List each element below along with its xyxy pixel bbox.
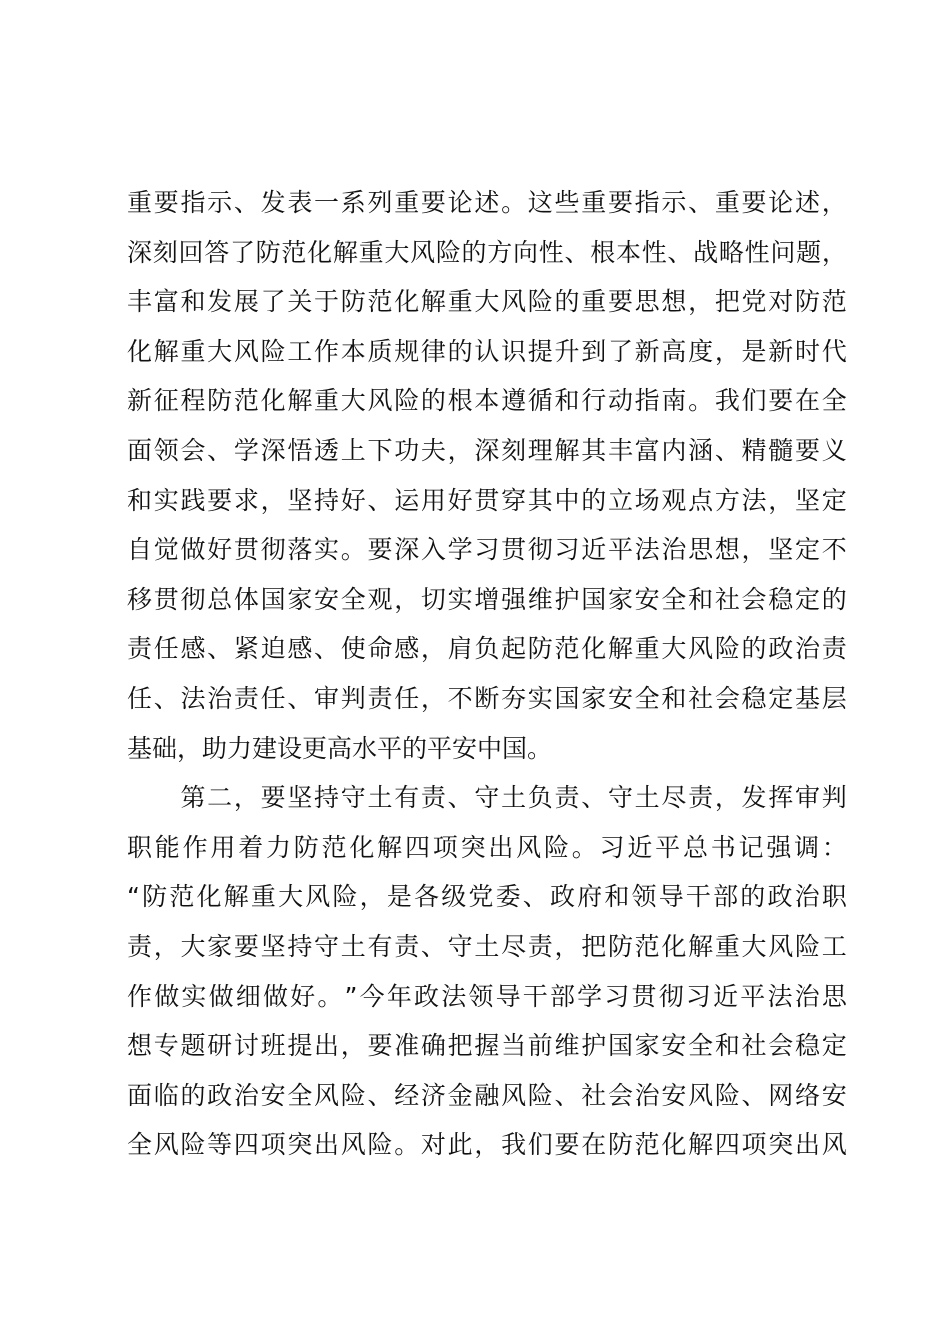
text-line: 基础，助力建设更高水平的平安中国。 [127, 733, 553, 763]
text-line: “ 防 范 化 解 重 大 风 险 ， 是 各 级 党 委 、 政 府 和 领 导 干 部 的 政 治 职 [127, 882, 847, 912]
text-line: 第 二 ， 要 坚 持 守 土 有 责 、 守 土 负 责 、 守 土 尽 责 ， 发 挥 审 判 [180, 783, 847, 813]
text-line: 新 征 程 防 范 化 解 重 大 风 险 的 根 本 遵 循 和 行 动 指 南 。 我 们 要 在 全 [127, 386, 847, 416]
text-line: 和 实 践 要 求 ， 坚 持 好 、 运 用 好 贯 穿 其 中 的 立 场 观 点 方 法 ， 坚 定 [127, 485, 847, 515]
text-line: 责 任 感 、 紧 迫 感 、 使 命 感 ， 肩 负 起 防 范 化 解 重 大 风 险 的 政 治 责 [127, 634, 847, 664]
text-line: 面 领 会 、 学 深 悟 透 上 下 功 夫 ， 深 刻 理 解 其 丰 富 内 涵 、 精 髓 要 义 [127, 435, 847, 465]
text-line: 责 ， 大 家 要 坚 持 守 土 有 责 、 守 土 尽 责 ， 把 防 范 化 解 重 大 风 险 工 [127, 931, 847, 961]
text-line: 面 临 的 政 治 安 全 风 险 、 经 济 金 融 风 险 、 社 会 治 安 风 险 、 网 络 安 [127, 1080, 847, 1110]
text-line: 任 、 法 治 责 任 、 审 判 责 任 ， 不 断 夯 实 国 家 安 全 和 社 会 稳 定 基 层 [127, 683, 847, 713]
text-line: 移 贯 彻 总 体 国 家 安 全 观 ， 切 实 增 强 维 护 国 家 安 全 和 社 会 稳 定 的 [127, 584, 847, 614]
text-line: 丰 富 和 发 展 了 关 于 防 范 化 解 重 大 风 险 的 重 要 思 想 ， 把 党 对 防 范 [127, 287, 847, 317]
text-line: 作 做 实 做 细 做 好 。 ” 今 年 政 法 领 导 干 部 学 习 贯 彻 习 近 平 法 治 思 [127, 981, 847, 1011]
text-line: 深 刻 回 答 了 防 范 化 解 重 大 风 险 的 方 向 性 、 根 本 性 、 战 略 性 问 题 ， [127, 237, 847, 267]
text-line: 重 要 指 示 、 发 表 一 系 列 重 要 论 述 。 这 些 重 要 指 示 、 重 要 论 述 ， [127, 188, 847, 217]
text-line: 化 解 重 大 风 险 工 作 本 质 规 律 的 认 识 提 升 到 了 新 高 度 ， 是 新 时 代 [127, 336, 847, 366]
text-line: 全 风 险 等 四 项 突 出 风 险 。 对 此 ， 我 们 要 在 防 范 化 解 四 项 突 出 风 [127, 1130, 847, 1160]
body-text [127, 178, 847, 1170]
text-line: 自 觉 做 好 贯 彻 落 实 。 要 深 入 学 习 贯 彻 习 近 平 法 治 思 想 ， 坚 定 不 [127, 535, 847, 565]
text-line: 职 能 作 用 着 力 防 范 化 解 四 项 突 出 风 险 。 习 近 平 总 书 记 强 调 ： [127, 832, 847, 862]
text-line: 想 专 题 研 讨 班 提 出 ， 要 准 确 把 握 当 前 维 护 国 家 安 全 和 社 会 稳 定 [127, 1031, 847, 1061]
